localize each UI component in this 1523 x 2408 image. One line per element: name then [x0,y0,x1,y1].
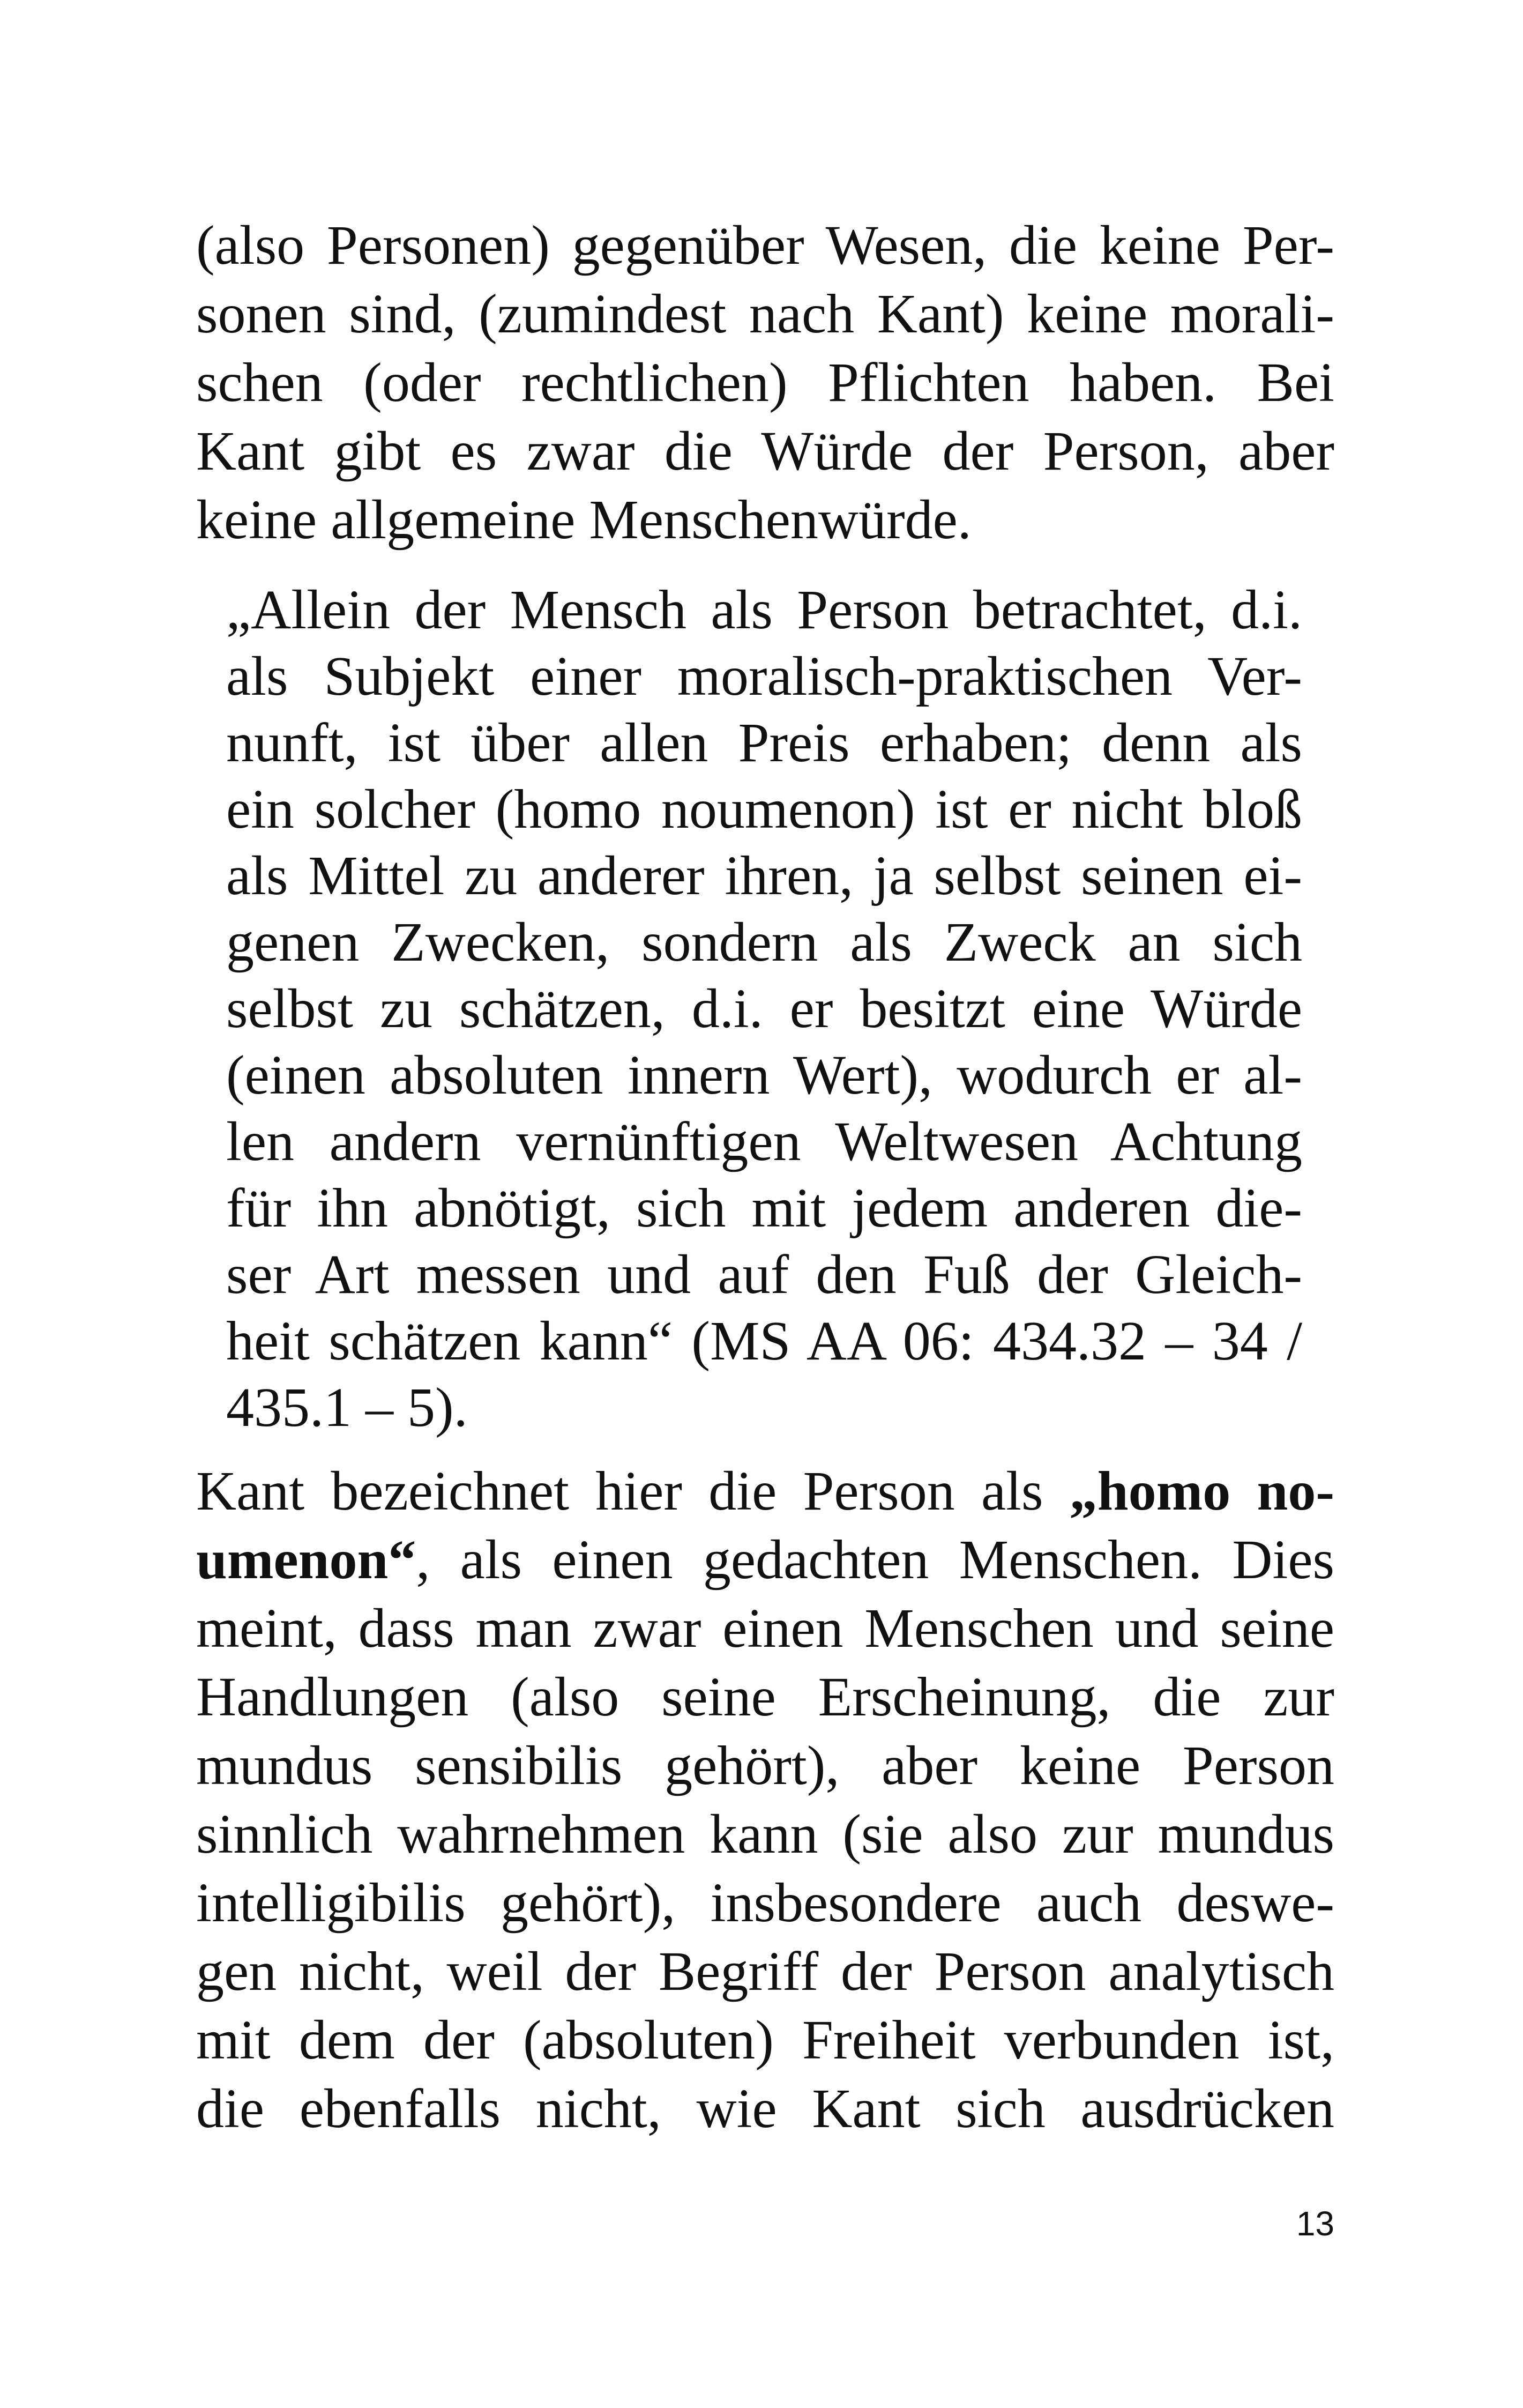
quote-line: genen Zwecken, sondern als Zweck an sich [226,911,1302,973]
text-line: sinnlich wahrnehmen kann (sie also zur mundus [196,1803,1334,1865]
text-line [196,1526,1334,1594]
text-line: sonen sind, (zumindest nach Kant) keine morali- [196,283,1334,345]
text-line: meint, dass man zwar einen Menschen und seine [196,1597,1334,1659]
bold-term: „homo no- [1069,1460,1335,1522]
quote-line: (einen absoluten innern Wert), wodurch er al- [226,1044,1302,1106]
text-run: , als einen gedachten Menschen. Dies [416,1529,1334,1591]
quote-line: als Subjekt einer moralisch-praktischen Ver- [226,645,1302,707]
text-line: mundus sensibilis gehört), aber keine Person [196,1735,1334,1796]
quote-line: nunft, ist über allen Preis erhaben; denn als [226,712,1302,774]
quote-line: selbst zu schätzen, d.i. er besitzt eine Würde [226,978,1302,1039]
quote-line: ser Art messen und auf den Fuß der Gleich- [226,1244,1302,1305]
text-line: gen nicht, weil der Begriff der Person analytisch [196,1941,1334,2002]
text-line: mit dem der (absoluten) Freiheit verbunden ist, [196,2009,1334,2071]
quote-line: heit schätzen kann“ (MS AA 06: 434.32 – 34 / [226,1310,1302,1372]
text-line: keine allgemeine Menschenwürde. [196,489,972,551]
text-line [196,1457,1334,1526]
text-line: Handlungen (also seine Erscheinung, die zur [196,1666,1334,1728]
text-line: die ebenfalls nicht, wie Kant sich ausdrücken [196,2078,1334,2139]
text-run: Kant bezeichnet hier die Person als [196,1460,1070,1522]
paragraph-homo-noumenon [196,1457,1334,2143]
quote-line: für ihn abnötigt, sich mit jedem anderen die- [226,1177,1302,1239]
block-quote [226,577,1302,1441]
quote-line: len andern vernünftigen Weltwesen Achtung [226,1111,1302,1172]
quote-line: ein solcher (homo noumenon) ist er nicht bloß [226,778,1302,840]
page-number: 13 [1296,2204,1334,2243]
text-line: schen (oder rechtlichen) Pflichten haben. Bei [196,352,1334,413]
bold-term: umenon“ [196,1529,416,1591]
quote-line: als Mittel zu anderer ihren, ja selbst seinen ei- [226,845,1302,906]
text-line: intelligibilis gehört), insbesondere auch deswe- [196,1872,1334,1934]
paragraph-intro [196,211,1334,554]
quote-line: 435.1 – 5). [226,1377,468,1438]
text-line: (also Personen) gegenüber Wesen, die keine Per- [196,214,1334,276]
text-line: Kant gibt es zwar die Würde der Person, aber [196,420,1334,482]
quote-line: „Allein der Mensch als Person betrachtet, d.i. [226,579,1302,641]
